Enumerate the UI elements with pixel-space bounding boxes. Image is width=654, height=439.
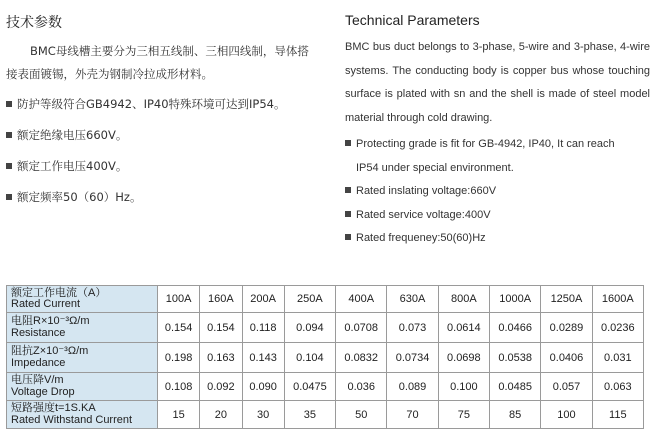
row-label-cn: 额定工作电流（A） bbox=[11, 286, 107, 299]
table-cell: 0.073 bbox=[387, 313, 438, 343]
table-cell: 630A bbox=[387, 286, 438, 313]
table-cell: 100A bbox=[158, 286, 200, 313]
row-header-cell bbox=[7, 373, 158, 401]
list-item: 额定频率50（60）Hz。 bbox=[6, 188, 326, 219]
table-row bbox=[7, 373, 644, 401]
table-cell: 0.0734 bbox=[387, 343, 438, 373]
list-item: Rated service voltage:400V bbox=[345, 204, 650, 228]
table-body bbox=[7, 286, 644, 429]
table-cell: 1000A bbox=[490, 286, 541, 313]
table-row bbox=[7, 343, 644, 373]
table-cell: 800A bbox=[438, 286, 489, 313]
table-cell: 0.063 bbox=[592, 373, 643, 401]
row-label-cn: 阻抗Z×10⁻³Ω/m bbox=[11, 345, 89, 357]
list-item: 防护等级符合GB4942、IP40特殊环境可达到IP54。 bbox=[6, 95, 326, 126]
row-label-en: Impedance bbox=[11, 356, 66, 369]
table-cell: 0.094 bbox=[284, 313, 335, 343]
intro-paragraph-cn: BMC母线槽主要分为三相五线制、三相四线制，导体搭接表面镀锡，外壳为钢制冷拉成形材料。 bbox=[6, 44, 309, 81]
table-cell: 0.090 bbox=[242, 373, 284, 401]
row-label-cn: 电压降V/m bbox=[11, 374, 64, 386]
table-cell: 0.198 bbox=[158, 343, 200, 373]
table-cell: 200A bbox=[242, 286, 284, 313]
table-cell: 75 bbox=[438, 401, 489, 429]
table-row bbox=[7, 401, 644, 429]
row-header-cell bbox=[7, 401, 158, 429]
square-bullet-icon bbox=[345, 234, 351, 240]
table-cell: 0.031 bbox=[592, 343, 643, 373]
table-cell: 0.0289 bbox=[541, 313, 592, 343]
square-bullet-icon bbox=[6, 132, 12, 138]
parameters-table bbox=[6, 285, 644, 429]
table-cell: 85 bbox=[490, 401, 541, 429]
table-cell: 0.0485 bbox=[490, 373, 541, 401]
row-label-en: Voltage Drop bbox=[11, 385, 75, 398]
table-cell: 0.163 bbox=[200, 343, 242, 373]
section-title-cn: 技术参数 bbox=[6, 15, 62, 31]
table-cell: 0.036 bbox=[336, 373, 387, 401]
table-cell: 70 bbox=[387, 401, 438, 429]
table-cell: 100 bbox=[541, 401, 592, 429]
table-cell: 0.108 bbox=[158, 373, 200, 401]
table-cell: 0.0475 bbox=[284, 373, 335, 401]
table-cell: 30 bbox=[242, 401, 284, 429]
table-cell: 160A bbox=[200, 286, 242, 313]
table-cell: 15 bbox=[158, 401, 200, 429]
table-cell: 20 bbox=[200, 401, 242, 429]
table-cell: 250A bbox=[284, 286, 335, 313]
table-cell: 0.0236 bbox=[592, 313, 643, 343]
bullet-list-en bbox=[345, 133, 650, 251]
row-label-en: Resistance bbox=[11, 326, 66, 339]
table-cell: 0.0538 bbox=[490, 343, 541, 373]
bullet-list-cn bbox=[6, 95, 326, 219]
intro-paragraph-en: BMC bus duct belongs to 3-phase, 5-wire and 3-phase, 4-wire systems. The conducting body is copper bus whose touching surface is plated with sn and the shell is made of steel model material through cold drawing. bbox=[345, 41, 650, 124]
table-cell: 0.154 bbox=[158, 313, 200, 343]
list-item: 额定绝缘电压660V。 bbox=[6, 126, 326, 157]
square-bullet-icon bbox=[6, 101, 12, 107]
table-cell: 0.143 bbox=[242, 343, 284, 373]
square-bullet-icon bbox=[6, 163, 12, 169]
table-cell: 0.089 bbox=[387, 373, 438, 401]
table-cell: 1250A bbox=[541, 286, 592, 313]
row-label-cn: 短路强度t=1S.KA bbox=[11, 402, 96, 414]
table-cell: 0.0406 bbox=[541, 343, 592, 373]
list-item: Rated frequeney:50(60)Hz bbox=[345, 227, 650, 251]
table-cell: 0.104 bbox=[284, 343, 335, 373]
table-row bbox=[7, 286, 644, 313]
table-cell: 1600A bbox=[592, 286, 643, 313]
table-cell: 35 bbox=[284, 401, 335, 429]
table-cell: 0.092 bbox=[200, 373, 242, 401]
row-label-en: Rated Current bbox=[11, 298, 81, 310]
table-cell: 50 bbox=[336, 401, 387, 429]
table-cell: 0.100 bbox=[438, 373, 489, 401]
table-cell: 0.0708 bbox=[336, 313, 387, 343]
list-item: 额定工作电压400V。 bbox=[6, 157, 326, 188]
row-header-cell bbox=[7, 343, 158, 373]
row-label-cn: 电阻R×10⁻³Ω/m bbox=[11, 315, 90, 327]
table-cell: 0.0614 bbox=[438, 313, 489, 343]
table-cell: 0.0698 bbox=[438, 343, 489, 373]
table-row bbox=[7, 313, 644, 343]
square-bullet-icon bbox=[6, 194, 12, 200]
table-cell: 0.154 bbox=[200, 313, 242, 343]
row-label-en: Rated Withstand Current bbox=[11, 413, 133, 426]
table-cell: 115 bbox=[592, 401, 643, 429]
table-cell: 0.0832 bbox=[336, 343, 387, 373]
list-item: Rated inslating voltage:660V bbox=[345, 180, 650, 204]
square-bullet-icon bbox=[345, 211, 351, 217]
table-cell: 0.0466 bbox=[490, 313, 541, 343]
square-bullet-icon bbox=[345, 140, 351, 146]
row-header-cell bbox=[7, 313, 158, 343]
list-item: Protecting grade is fit for GB-4942, IP40, It can reach IP54 under special environment. bbox=[345, 133, 650, 180]
table-cell: 0.118 bbox=[242, 313, 284, 343]
table-cell: 0.057 bbox=[541, 373, 592, 401]
section-title-en: Technical Parameters bbox=[345, 12, 480, 28]
square-bullet-icon bbox=[345, 187, 351, 193]
table-cell: 400A bbox=[336, 286, 387, 313]
row-header-cell bbox=[7, 286, 158, 313]
